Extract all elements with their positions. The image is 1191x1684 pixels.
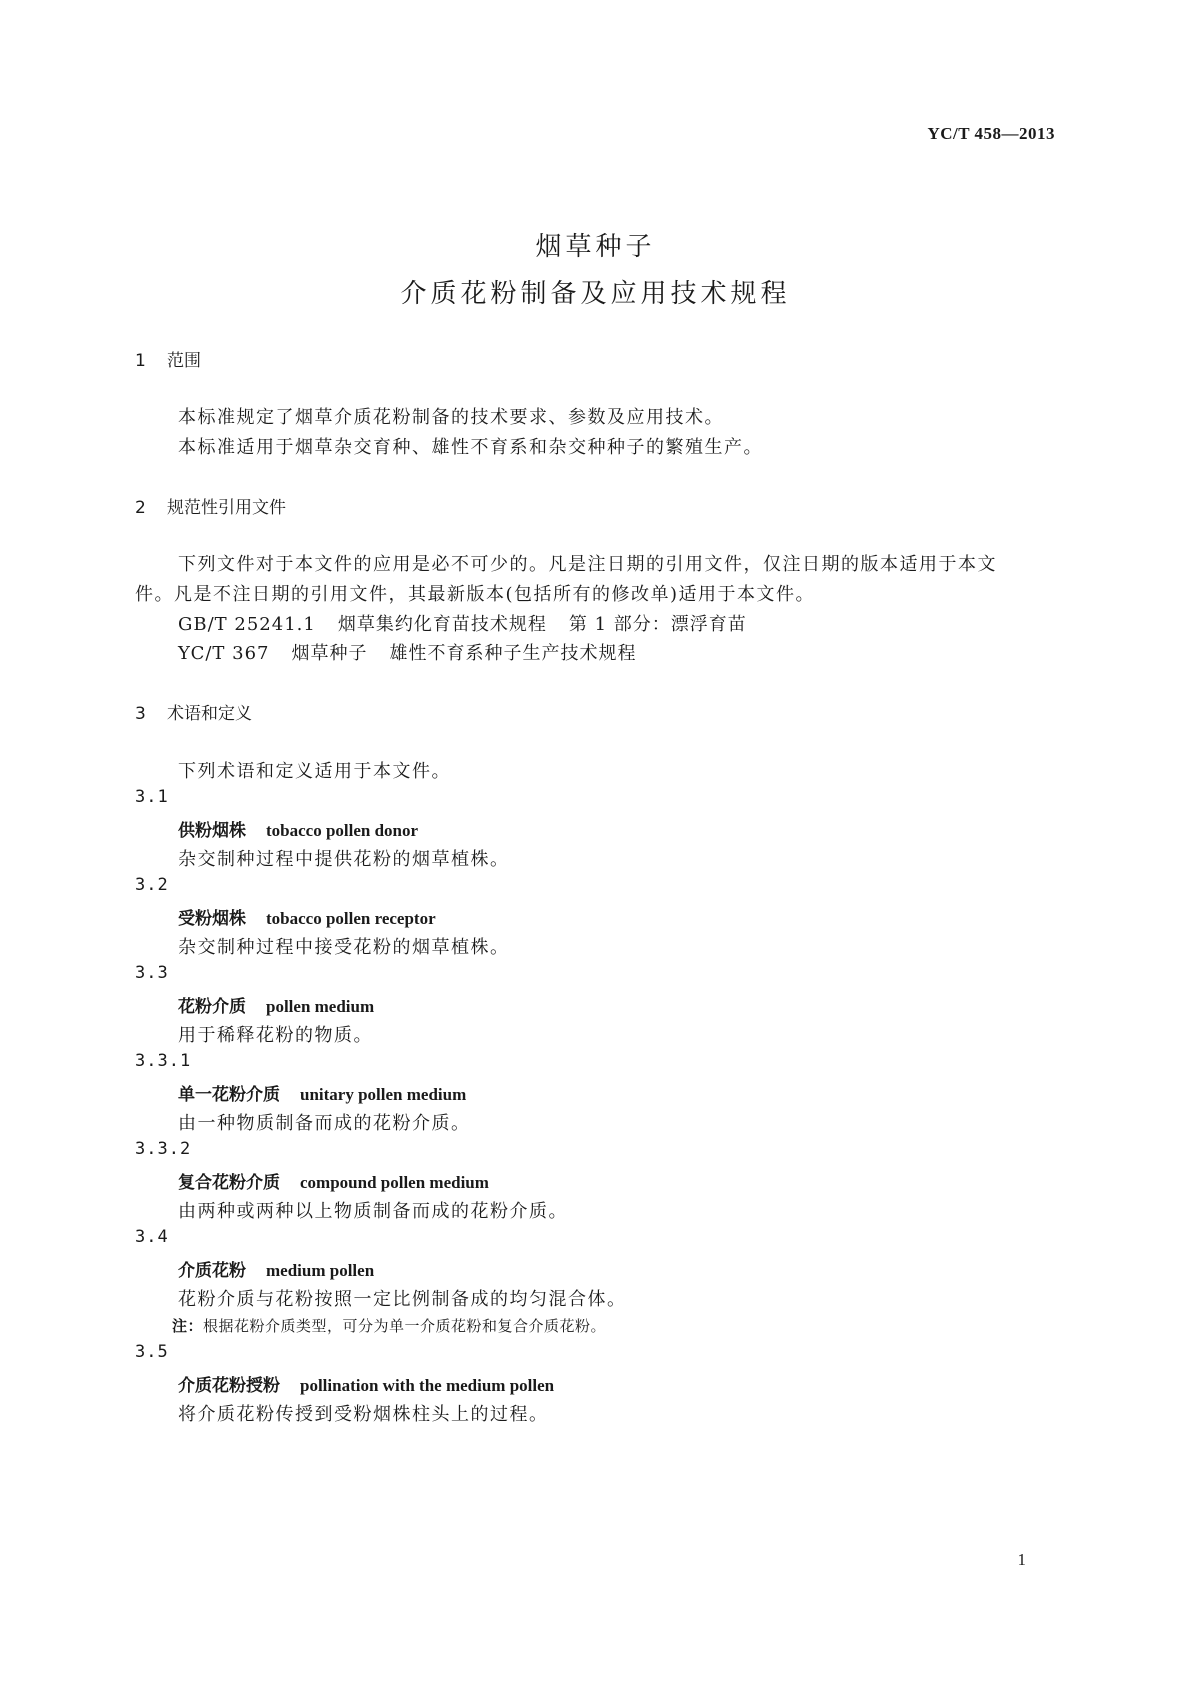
term-number: 3.2 bbox=[135, 875, 169, 895]
reference-title: 烟草种子 bbox=[291, 643, 368, 664]
term-entry bbox=[178, 816, 418, 841]
document-title-line2: 介质花粉制备及应用技术规程 bbox=[400, 279, 791, 309]
term-number: 3.1 bbox=[135, 787, 169, 807]
term-number: 3.5 bbox=[135, 1342, 169, 1362]
term-number: 3.3 bbox=[135, 963, 169, 983]
term-number: 3.4 bbox=[135, 1227, 169, 1247]
reference-code: GB/T 25241.1 bbox=[178, 614, 316, 635]
term-en: unitary pollen medium bbox=[300, 1085, 467, 1104]
paragraph-continuation: 件。凡是不注日期的引用文件，其最新版本(包括所有的修改单)适用于本文件。 bbox=[135, 584, 816, 605]
term-zh: 介质花粉 bbox=[178, 1261, 246, 1281]
term-en: pollination with the medium pollen bbox=[300, 1376, 555, 1395]
section-title: 规范性引用文件 bbox=[167, 498, 286, 518]
section-title: 范围 bbox=[167, 351, 201, 371]
term-entry bbox=[178, 1080, 466, 1105]
term-entry bbox=[178, 992, 374, 1017]
paragraph: 本标准规定了烟草介质花粉制备的技术要求、参数及应用技术。 bbox=[178, 407, 724, 428]
term-definition: 将介质花粉传授到受粉烟株柱头上的过程。 bbox=[178, 1404, 549, 1425]
section-number: 2 bbox=[135, 498, 146, 518]
term-entry bbox=[178, 1371, 554, 1396]
term-definition: 由一种物质制备而成的花粉介质。 bbox=[178, 1113, 471, 1134]
term-number: 3.3.1 bbox=[135, 1051, 192, 1071]
document-title-line1: 烟草种子 bbox=[535, 232, 656, 262]
reference-item bbox=[178, 639, 637, 665]
reference-part: 雄性不育系种子生产技术规程 bbox=[389, 643, 637, 664]
paragraph: 下列文件对于本文件的应用是必不可少的。凡是注日期的引用文件，仅注日期的版本适用于本文 bbox=[178, 554, 997, 575]
term-en: medium pollen bbox=[266, 1261, 375, 1280]
paragraph: 本标准适用于烟草杂交育种、雄性不育系和杂交种种子的繁殖生产。 bbox=[178, 437, 763, 458]
term-zh: 介质花粉授粉 bbox=[178, 1376, 280, 1396]
section-heading-2 bbox=[135, 493, 286, 518]
reference-item bbox=[178, 610, 747, 636]
section-title: 术语和定义 bbox=[167, 704, 252, 724]
term-note bbox=[172, 1315, 606, 1336]
term-entry bbox=[178, 904, 436, 929]
term-definition: 由两种或两种以上物质制备而成的花粉介质。 bbox=[178, 1201, 568, 1222]
reference-part: 第 1 部分：漂浮育苗 bbox=[568, 614, 747, 635]
reference-code: YC/T 367 bbox=[178, 643, 270, 664]
term-entry bbox=[178, 1256, 374, 1281]
term-definition: 杂交制种过程中接受花粉的烟草植株。 bbox=[178, 937, 510, 958]
term-zh: 受粉烟株 bbox=[178, 909, 246, 929]
standard-code: YC/T 458—2013 bbox=[927, 124, 1055, 143]
term-definition: 杂交制种过程中提供花粉的烟草植株。 bbox=[178, 849, 510, 870]
term-definition: 花粉介质与花粉按照一定比例制备成的均匀混合体。 bbox=[178, 1289, 627, 1310]
term-en: pollen medium bbox=[266, 997, 375, 1016]
paragraph: 下列术语和定义适用于本文件。 bbox=[178, 761, 451, 782]
page-number: 1 bbox=[1017, 1550, 1026, 1569]
section-heading-3 bbox=[135, 699, 252, 724]
note-label: 注： bbox=[172, 1317, 204, 1335]
reference-title: 烟草集约化育苗技术规程 bbox=[337, 614, 547, 635]
term-en: tobacco pollen receptor bbox=[266, 909, 436, 928]
term-number: 3.3.2 bbox=[135, 1139, 192, 1159]
section-number: 1 bbox=[135, 351, 146, 371]
term-zh: 花粉介质 bbox=[178, 997, 246, 1017]
term-zh: 复合花粉介质 bbox=[178, 1173, 280, 1193]
term-en: compound pollen medium bbox=[300, 1173, 489, 1192]
term-definition: 用于稀释花粉的物质。 bbox=[178, 1025, 373, 1046]
section-number: 3 bbox=[135, 704, 146, 724]
section-heading-1 bbox=[135, 346, 201, 371]
term-zh: 供粉烟株 bbox=[178, 821, 246, 841]
term-entry bbox=[178, 1168, 489, 1193]
term-zh: 单一花粉介质 bbox=[178, 1085, 280, 1105]
term-en: tobacco pollen donor bbox=[266, 821, 419, 840]
note-text: 根据花粉介质类型，可分为单一介质花粉和复合介质花粉。 bbox=[203, 1317, 607, 1335]
